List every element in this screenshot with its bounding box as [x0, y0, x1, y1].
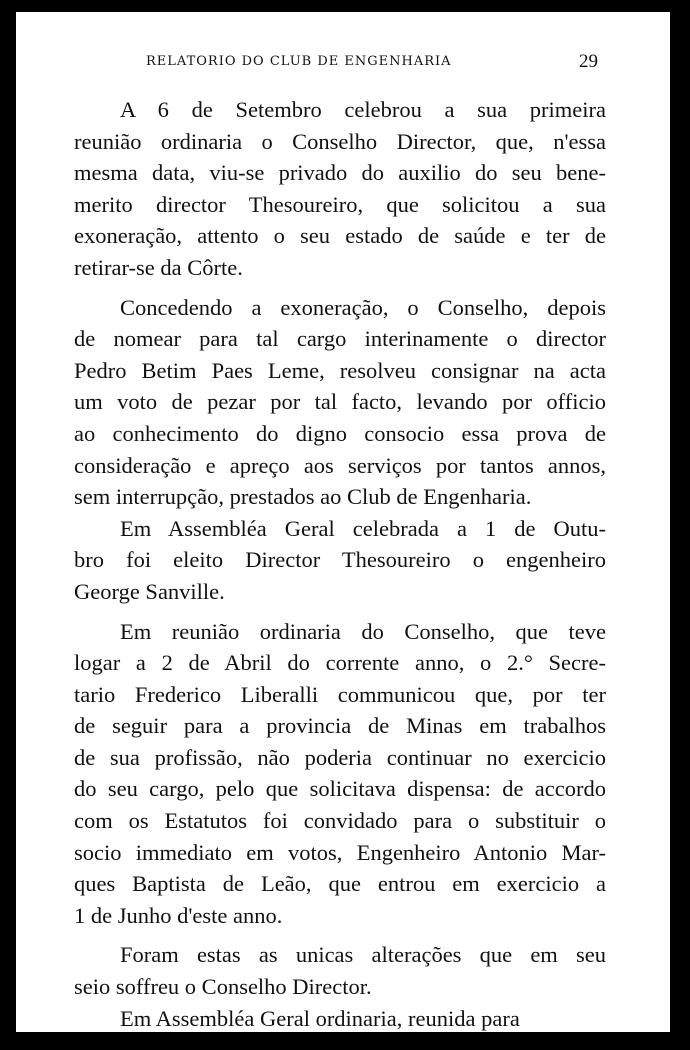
text-line: Pedro Betim Paes Leme, resolveu consignar na acta — [74, 357, 606, 383]
text-line: reunião ordinaria o Conselho Director, que, n'essa — [74, 128, 606, 154]
text-line: socio immediato em votos, Engenheiro Antonio Mar- — [74, 839, 606, 865]
text-line: de sua profissão, não poderia continuar no exercicio — [74, 744, 606, 770]
page-number: 29 — [579, 51, 598, 72]
text-line: Em Assembléa Geral celebrada a 1 de Outu- — [120, 515, 606, 541]
text-line: de nomear para tal cargo interinamente o director — [74, 326, 606, 352]
text-line: mesma data, viu-se privado do auxilio do seu bene- — [74, 160, 606, 186]
text-line: sem interrupção, prestados ao Club de Engenharia. — [74, 484, 532, 510]
text-line: seio soffreu o Conselho Director. — [74, 974, 372, 1000]
text-line: ques Baptista de Leão, que entrou em exercicio a — [74, 871, 606, 897]
running-head: RELATORIO DO CLUB DE ENGENHARIA — [146, 54, 452, 69]
text-line: ao conhecimento do digno consocio essa prova de — [74, 420, 606, 446]
text-line: consideração e apreço aos serviços por tantos annos, — [74, 452, 606, 478]
paragraph — [74, 616, 606, 932]
paragraph — [74, 513, 606, 608]
text-line: logar a 2 de Abril do corrente anno, o 2.° Secre- — [74, 650, 606, 676]
paragraph — [74, 94, 606, 284]
text-line: retirar-se da Côrte. — [74, 254, 243, 280]
text-line: Concedendo a exoneração, o Conselho, depois — [120, 294, 606, 320]
text-line: merito director Thesoureiro, que solicitou a sua — [74, 191, 606, 217]
text-line: tario Frederico Liberalli communicou que, por ter — [74, 681, 606, 707]
text-line: 1 de Junho d'este anno. — [74, 902, 283, 928]
paragraph — [74, 1003, 606, 1032]
page-header — [16, 51, 670, 78]
text-line: Em Assembléa Geral ordinaria, reunida para — [120, 1005, 520, 1031]
text-line: exoneração, attento o seu estado de saúde e ter de — [74, 223, 606, 249]
text-line: do seu cargo, pelo que solicitava dispensa: de accordo — [74, 776, 606, 802]
book-page — [16, 12, 670, 1032]
text-line: bro foi eleito Director Thesoureiro o engenheiro — [74, 547, 606, 573]
text-line: Foram estas as unicas alterações que em seu — [120, 942, 606, 968]
paragraph — [74, 292, 606, 513]
text-line: de seguir para a provincia de Minas em trabalhos — [74, 713, 606, 739]
text-line: Em reunião ordinaria do Conselho, que teve — [120, 618, 606, 644]
text-line: um voto de pezar por tal facto, levando por officio — [74, 389, 606, 415]
text-line: com os Estatutos foi convidado para o substituir o — [74, 808, 606, 834]
paragraph — [74, 939, 606, 1002]
text-line: George Sanville. — [74, 578, 225, 604]
text-line: A 6 de Setembro celebrou a sua primeira — [120, 97, 606, 122]
body-text — [74, 94, 606, 1032]
